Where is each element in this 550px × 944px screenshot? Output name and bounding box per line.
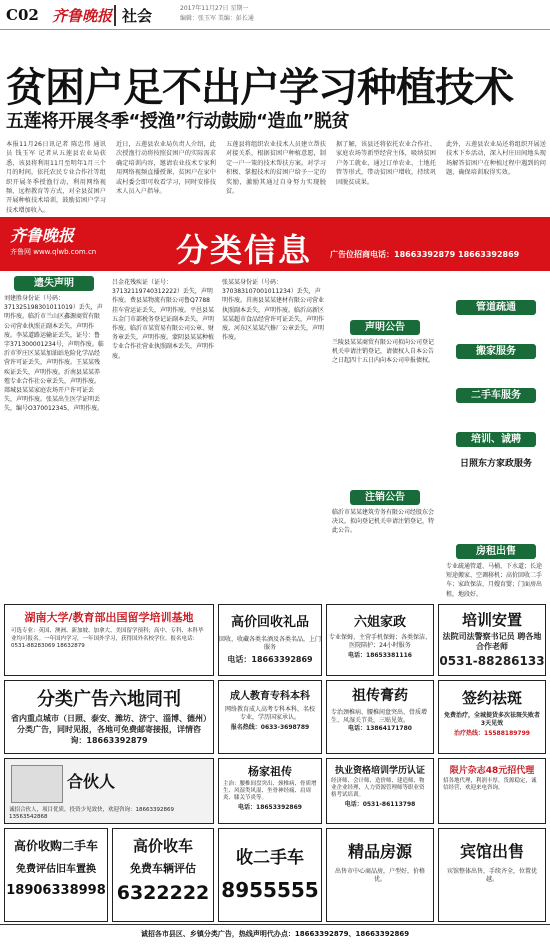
classified-col-3: 张某某身份证（号码：370383107001011234）丢失，声明作废。莒南县某某建材有限公司营业执照副本丢失，声明作废。临沂高新区某某超市食品经营许可证丢失，声明作废。河东区某某汽修厂公章丢失，声明作废。: [222, 279, 324, 342]
ad-b4-title: 签约祛斑: [461, 689, 522, 707]
ad-a1-title: 湖南大学/教育部出国留学培训基地: [24, 611, 194, 624]
ad-c4-title: 限片杂志48元招代理: [449, 766, 535, 776]
ad-gift-recycling: [218, 604, 322, 676]
tag-rental: 房租出售: [456, 544, 536, 559]
ad-hotel-sale: [438, 828, 546, 922]
ad-b1-title: 分类广告六地同刊: [37, 689, 181, 710]
ad-d4-title: 精品房源: [347, 842, 412, 861]
ad-b2-title: 成人教育专科本科: [230, 691, 310, 702]
ad-magazine: [438, 758, 546, 824]
classified-col-2: 吕金花残疾证（证号：37132119740312222）丢失，声明作废。费县某物流有限公司鲁Q7788挂车营运证丢失，声明作废。平邑县某五金门市部税务登记证副本丢失，声明作废。临沂市某贸易有限公司公章、财务章丢失，声明作废。蒙阴县某某种植专业合作社营业执照副本丢失，声明作废。: [112, 279, 214, 360]
ad-c1-title: 合伙人: [67, 772, 116, 791]
header-meta: [180, 4, 254, 24]
ad-a3-title: 六姐家政: [353, 615, 406, 630]
ad-d5-title: 宾馆出售: [459, 842, 524, 861]
page-footer: 诚招各市县区、乡镇分类广告，热线声明代办点：18663392879、18663392869: [0, 924, 550, 944]
newspaper-brand: 齐鲁晚报: [52, 7, 113, 25]
article-col-3: 五莲县将组织农业技术人员建立帮扶对接关系，根据贫困户种植意愿，制定一户一策的技术帮扶方案。对学习积极、掌握技术的贫困户给予一定的奖励，激励其通过自身努力实现脱贫。: [226, 141, 326, 196]
ad-yang-family: [218, 758, 322, 824]
ad-d2-phone: 6322222: [116, 882, 210, 904]
ad-d5-body: 宾馆整体出售，手续齐全，位置优越。: [446, 868, 537, 883]
ad-a4-phone: 0531-88286133: [439, 654, 545, 668]
ad-qualification: [326, 758, 434, 824]
ad-housing: [326, 828, 434, 922]
article-col-2: 近日，五莲县农业局负责人介绍，此次授渔行动将按照贫困户的实际需求确定培训内容，邀请农业技术专家利用网络视频直播授课，贫困户在家中或村委会即可收看学习，同时安排技术人员入户指导。: [116, 141, 216, 196]
ad-b4-phone: 治疗热线：15588189799: [454, 730, 530, 737]
partner-logo-box: [11, 765, 63, 803]
ad-partner: [4, 758, 214, 824]
ad-d2-sub: 免费车辆评估: [130, 862, 196, 875]
classified-col-1: 刘建胜身份证（号码：371325198301011019）丢失，声明作废。临沂市兰山区鑫源商贸有限公司营业执照正副本丢失，声明作废。李某道路运输证丢失，证号：鲁字371300001234号，声明作废。临沂市罗庄区某某加油站危险化学品经营许可证丢失，声明作废。王某某残疾证丢失，声明作废。沂南县某某养殖专业合作社公章丢失，声明作废。郯城县某某家庭农场开户许可证丢失，声明作废。张某出生医学证明丢失，编号O370012345，声明作废。: [4, 295, 104, 413]
ad-b2-body: 网络教育成人高考专科本科，名校专业，学历国家承认。: [224, 706, 315, 721]
ad-d3-title: 收二手车: [236, 848, 304, 868]
tag-cancellation: 注销公告: [350, 490, 420, 505]
ad-b1-body: 省内重点城市（日照、泰安、潍坊、济宁、淄博、德州）分类广告，同时见报，各地可免费邮寄接报，详情咨询：18663392879: [11, 714, 207, 745]
ad-training-placement: [438, 604, 546, 676]
ad-c2-title: 杨家祖传: [248, 765, 292, 778]
ad-d3-phone: 8955555: [221, 878, 319, 902]
article-subhead: 五莲将开展冬季“授渔”行动鼓励“造血”脱贫: [6, 111, 349, 132]
ad-c4-body: 招各地代理，利润丰厚，货源稳定，诚信经营，欢迎来电咨询。: [443, 778, 537, 791]
ad-a4-body: 法院司法警察书记员 聘各地合作老师: [442, 632, 542, 651]
classified-col-4: 兰陵县某某商贸有限公司拟向公司登记机关申请注销登记，请债权人自本公告之日起四十五日内向本公司申报债权。: [332, 339, 435, 365]
banner-logo: 齐鲁晚报: [10, 226, 75, 245]
ad-b2-phone: 报名热线：0633-3698789: [230, 724, 310, 731]
ad-b4-body: 免费治疗，全城提货多次祛斑失败者3天见效: [443, 712, 540, 727]
page-number: C02: [6, 6, 39, 24]
tag-lost-notice: 遗失声明: [14, 276, 94, 291]
ad-b3-body: 专治颈椎病、腰椎间盘突出、骨质增生、风湿关节炎，三贴见效。: [331, 709, 428, 724]
tag-moving: 搬家服务: [456, 344, 536, 359]
ad-a3-phone: 电话：18653381116: [348, 652, 412, 659]
ad-d1-title: 高价收购二手车: [13, 839, 98, 853]
section-name: 社会: [114, 5, 152, 26]
classified-banner: [0, 217, 550, 271]
ad-c3-body: 经济师、会计师、造价师、建造师、物业企业经理、人力资源管理师等职业资格考试培训。: [331, 778, 425, 798]
ad-hunan-university: [4, 604, 214, 676]
ad-c2-phone: 电话：18653392869: [238, 804, 302, 811]
article-col-1: 本报11月26日讯记者 陈忠伟 通讯员 钱玉军 记者从五莲县农业局获悉，该县将利用11月至明年1月三个月的时间，依托农民专业合作社等组织开展冬季授渔行动，利用网络视频、远程教育等方式，对全县贫困户开展种植技术培训，鼓励贫困户学习技术增加收入。: [6, 141, 106, 214]
banner-hotline: 广告位招商电话：18663392879 18663392869: [330, 250, 520, 259]
tag-training: 培训、诚聘: [456, 432, 536, 447]
ad-freckle: [438, 680, 546, 754]
article-col-5: 此外，五莲县农业局还将组织开展送技术下乡活动，深入村庄田间地头现场解答贫困户在种植过程中遇到的问题，确保培训取得实效。: [446, 141, 546, 177]
classified-col-4b: 临沂市某某建筑劳务有限公司经股东会决议，拟向登记机关申请注销登记，特此公告。: [332, 509, 435, 535]
ad-c1-body: 诚招合伙人，项目优质，投资少见效快，欢迎咨询：18663392869 13563542868: [9, 807, 174, 820]
ad-d4-body: 出售市中心商品房，户型好，价格优。: [334, 868, 425, 883]
article-col-4: 据了解，该县还将依托农业合作社、家庭农场等新型经营主体，吸纳贫困户务工就业，通过订单农业、土地托管等形式，带动贫困户增收，持续巩固脱贫成果。: [336, 141, 436, 186]
ad-plaster: [326, 680, 434, 754]
ad-c3-phone: 电话：0531-86113798: [344, 801, 416, 808]
tag-housekeeping: 日照东方家政服务: [459, 459, 532, 469]
article-headline: 贫困户足不出户学习种植技术: [6, 65, 513, 111]
ad-a2-title: 高价回收礼品: [230, 615, 309, 630]
editor-line: 编辑：张玉军 美编：彭长通: [180, 15, 254, 22]
ad-a3-body: 专业保姆、主营手机保姆；各类保洁、医院陪护；24小时服务: [328, 634, 431, 649]
ad-collect-car: [218, 828, 322, 922]
ad-housekeeping: [326, 604, 434, 676]
classified-col-5: 专业疏通管道、马桶、下水道；长途短途搬家、空调移机；高价回收二手车；家政保洁、月嫂育婴；门面房出租，地段好。: [446, 563, 543, 598]
tag-pipe: 管道疏通: [456, 300, 536, 315]
banner-url: 齐鲁网 www.qlwb.com.cn: [10, 248, 97, 256]
ad-c2-body: 主治：腰椎间盘突出、颈椎病、骨质增生、风湿类风湿、坐骨神经痛、肩周炎、膝关节炎等。: [223, 781, 317, 801]
ad-a2-phone: 电话：18663392869: [227, 655, 313, 664]
date-line: 2017年11月27日 星期一: [180, 5, 249, 12]
ad-a2-body: 回收、收藏各类名酒及各类名品，上门服务: [219, 636, 322, 651]
ad-adult-education: [218, 680, 322, 754]
banner-title: 分类信息: [176, 231, 313, 269]
ad-d1-sub: 免费评估旧车置换: [16, 864, 96, 875]
tag-statement: 声明公告: [350, 320, 420, 335]
ad-b3-title: 祖传膏药: [352, 688, 408, 704]
ad-c3-title: 执业资格培训学历认证: [334, 766, 425, 776]
page-header: [0, 0, 550, 30]
ad-b3-phone: 电话：13864171780: [348, 725, 412, 732]
ad-six-city: [4, 680, 214, 754]
tag-used-car: 二手车服务: [456, 388, 536, 403]
ad-a4-title: 培训安置: [461, 611, 522, 629]
ad-used-car-buy: [4, 828, 108, 922]
ad-a1-body: 可选专业：英国、澳洲、新加坡、加拿大、美国留学预科；高中、专科、本科毕业均可报名。一年国内学习，一年国外学习，获得国外名校学位。报名电话：0531-88283069 18632879: [11, 628, 204, 649]
ad-car-purchase: [112, 828, 214, 922]
ad-d1-phone: 18906338998: [6, 883, 106, 898]
ad-d2-title: 高价收车: [132, 837, 193, 855]
